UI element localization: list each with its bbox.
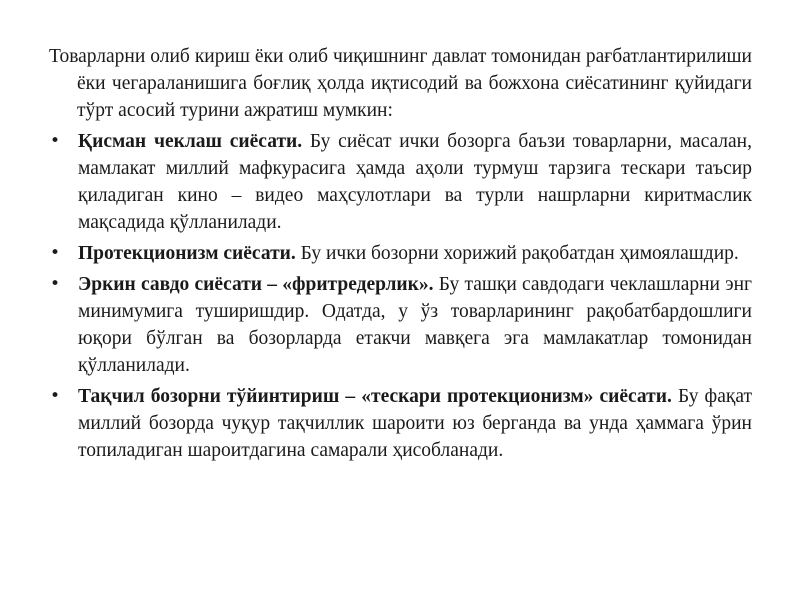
bullet-icon: • (50, 243, 61, 263)
bullet-heading: Тақчил бозорни тўйинтириш – «тескари протекционизм» сиёсати. (78, 386, 678, 407)
bullet-item-protectionism (49, 240, 752, 267)
bullet-list (49, 128, 752, 464)
bullet-heading: Протекционизм сиёсати. (78, 243, 301, 264)
intro-paragraph: Товарларни олиб кириш ёки олиб чиқишнинг давлат томонидан рағбатлантирилиши ёки чегараланишига боғлиқ ҳолда иқтисодий ва божхона сиёсатининг қуйидаги тўрт асосий турини ажратиш мумкин: (49, 46, 752, 121)
bullet-item-free-trade (49, 271, 752, 379)
bullet-text: Бу фақат миллий бозорда чуқур тақчиллик шароити юз берганда ва унда ҳаммага ўрин топиладиган шароитдагина самарали ҳисобланади. (78, 386, 752, 461)
bullet-text: Бу сиёсат ички бозорга баъзи товарларни, масалан, мамлакат миллий мафкурасига ҳамда аҳоли турмуш тарзига тескари таъсир қиладиган кино – видео маҳсулотлари ва турли нашрларни киритмаслик мақсадида қўлланилади. (78, 131, 752, 233)
slide-content (49, 43, 752, 468)
bullet-icon: • (50, 386, 61, 406)
bullet-icon: • (50, 131, 61, 151)
bullet-item-reverse-protectionism (49, 383, 752, 464)
bullet-item-partial-restriction (49, 128, 752, 236)
bullet-text: Бу ички бозорни хорижий рақобатдан ҳимоялашдир. (300, 243, 739, 264)
bullet-heading: Қисман чеклаш сиёсати. (78, 131, 310, 152)
bullet-heading: Эркин савдо сиёсати – «фритредерлик». (78, 274, 439, 295)
bullet-text: Бу ташқи савдодаги чеклашларни энг минимумига туширишдир. Одатда, у ўз товарларининг рақобатбардошлиги юқори бўлган ва бозорларда етакчи мавқега эга мамлакатлар томонидан қўлланилади. (78, 274, 753, 376)
bullet-icon: • (50, 274, 61, 294)
